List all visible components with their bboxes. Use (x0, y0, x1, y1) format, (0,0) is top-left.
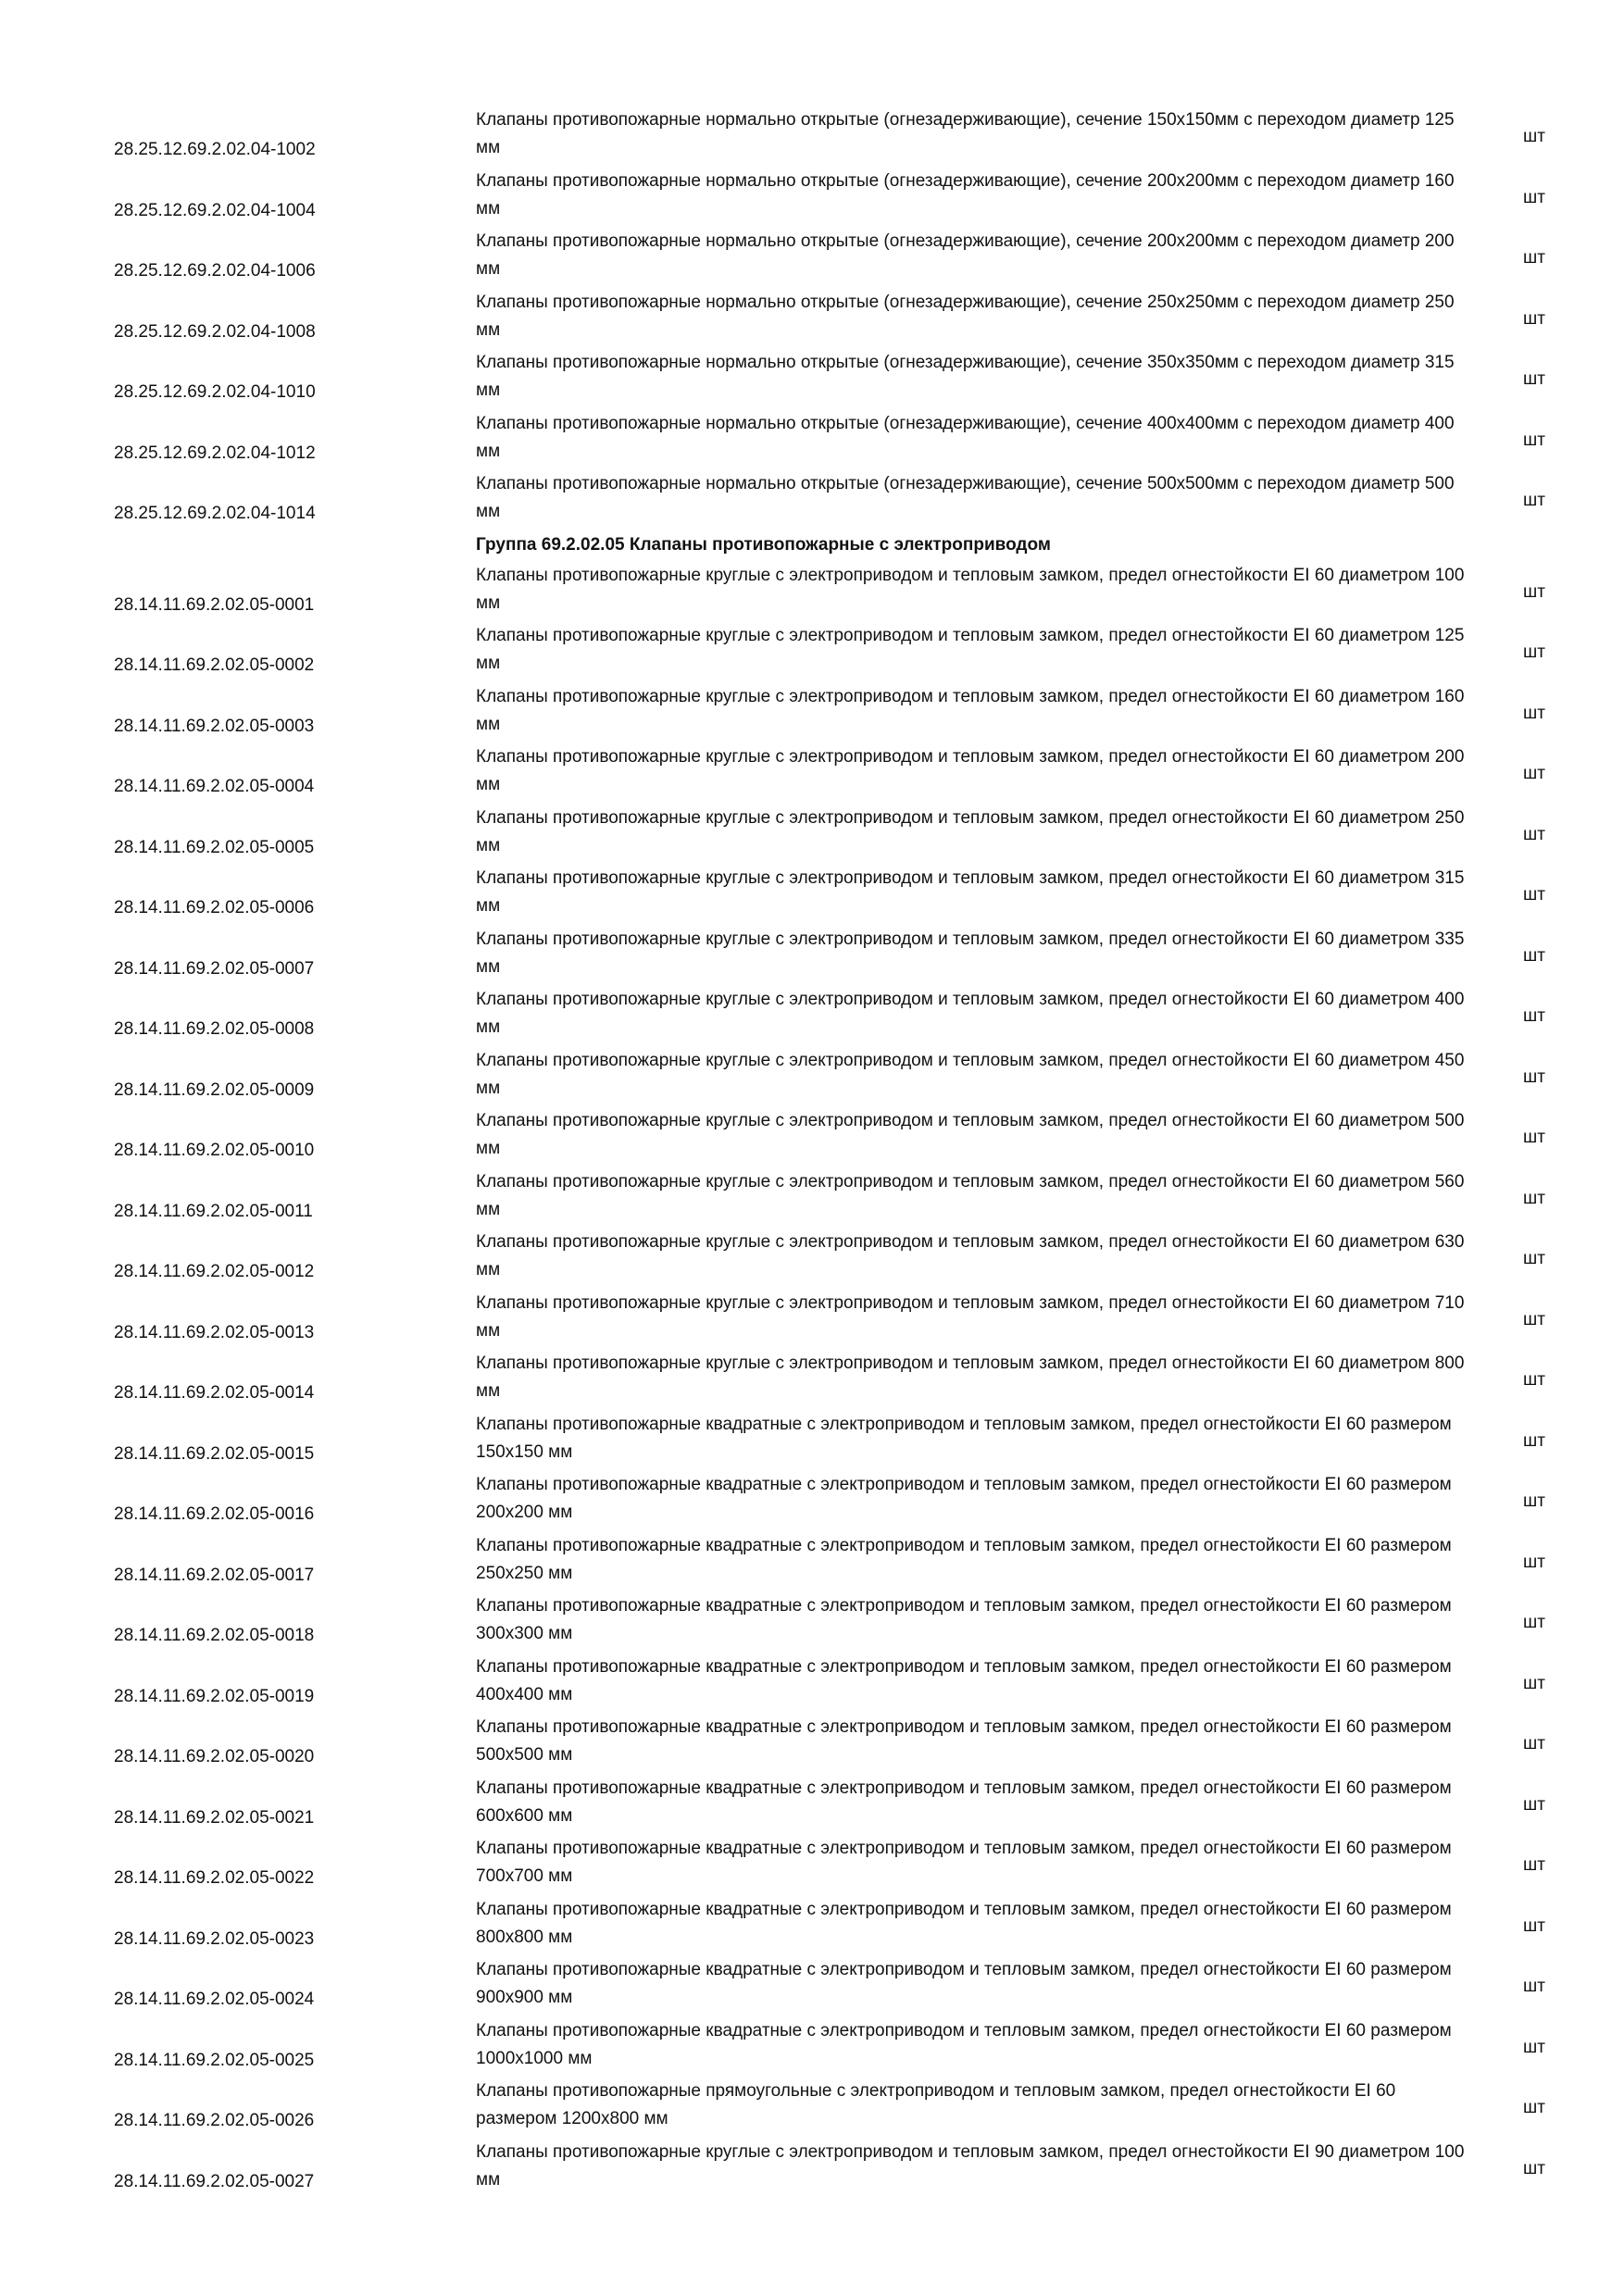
table-row (0, 407, 1624, 468)
item-description: Клапаны противопожарные круглые с электроприводом и тепловым замком, предел огнестойкости EI 60 диаметром 200 мм (476, 747, 1465, 794)
item-code: 28.14.11.69.2.02.05-0006 (114, 898, 315, 917)
item-code: 28.25.12.69.2.02.04-1008 (114, 321, 316, 342)
table-row (0, 1408, 1624, 1469)
item-description: Клапаны противопожарные круглые с электроприводом и тепловым замком, предел огнестойкости EI 60 диаметром 400 мм (476, 990, 1465, 1037)
item-description: Клапаны противопожарные нормально открытые (огнезадерживающие), сечение 400х400мм с переходом диаметр 400 мм (476, 413, 1455, 461)
item-description: Клапаны противопожарные квадратные с электроприводом и тепловым замком, предел огнестойкости EI 60 размером 900х900 мм (476, 1960, 1452, 2007)
item-code: 28.25.12.69.2.02.04-1006 (114, 261, 316, 281)
table-row (0, 1590, 1624, 1651)
group-header-row (0, 529, 1624, 559)
item-description: Клапаны противопожарные квадратные с электроприводом и тепловым замком, предел огнестойкости EI 60 размером 250х250 мм (476, 1535, 1452, 1583)
table-row (0, 2075, 1624, 2136)
item-description: Клапаны противопожарные квадратные с электроприводом и тепловым замком, предел огнестойкости EI 60 размером 500х500 мм (476, 1717, 1452, 1765)
table-row (0, 1953, 1624, 2015)
item-unit: шт (1523, 491, 1545, 510)
item-description: Клапаны противопожарные прямоугольные с электроприводом и тепловым замком, предел огнестойкости EI 60 размером 1200х800 мм (476, 2081, 1396, 2128)
item-unit: шт (1523, 308, 1545, 329)
item-description: Клапаны противопожарные нормально открытые (огнезадерживающие), сечение 200х200мм с переходом диаметр 160 мм (476, 170, 1455, 218)
table-row (0, 1772, 1624, 1833)
item-code: 28.14.11.69.2.02.05-0018 (114, 1626, 315, 1645)
table-row (0, 680, 1624, 742)
item-code: 28.14.11.69.2.02.05-0010 (114, 1141, 315, 1160)
item-unit: шт (1523, 1915, 1545, 1936)
item-code: 28.14.11.69.2.02.05-0007 (114, 958, 315, 979)
table-row (0, 1711, 1624, 1772)
item-description: Клапаны противопожарные нормально открытые (огнезадерживающие), сечение 250х250мм с переходом диаметр 250 мм (476, 292, 1455, 340)
item-description: Клапаны противопожарные круглые с электроприводом и тепловым замком, предел огнестойкости EI 60 диаметром 315 мм (476, 868, 1465, 916)
item-code: 28.25.12.69.2.02.04-1002 (114, 140, 316, 159)
item-description: Клапаны противопожарные круглые с электроприводом и тепловым замком, предел огнестойкости EI 60 диаметром 250 мм (476, 807, 1465, 855)
item-code: 28.14.11.69.2.02.05-0026 (114, 2111, 315, 2130)
item-unit: шт (1523, 1188, 1545, 1208)
item-code: 28.14.11.69.2.02.05-0009 (114, 1079, 315, 1100)
table-row (0, 2136, 1624, 2197)
item-description: Клапаны противопожарные квадратные с электроприводом и тепловым замком, предел огнестойкости EI 60 размером 300х300 мм (476, 1596, 1452, 1643)
item-description: Клапаны противопожарные квадратные с электроприводом и тепловым замком, предел огнестойкости EI 60 размером 400х400 мм (476, 1656, 1452, 1704)
item-description: Клапаны противопожарные квадратные с электроприводом и тепловым замком, предел огнестойкости EI 60 размером 700х700 мм (476, 1839, 1452, 1886)
table-row (0, 165, 1624, 226)
item-description: Клапаны противопожарные квадратные с электроприводом и тепловым замком, предел огнестойкости EI 60 размером 200х200 мм (476, 1475, 1452, 1522)
item-unit: шт (1523, 1309, 1545, 1329)
table-row (0, 802, 1624, 863)
table-row (0, 1226, 1624, 1287)
table-row (0, 619, 1624, 680)
item-code: 28.25.12.69.2.02.04-1004 (114, 200, 316, 220)
item-code: 28.14.11.69.2.02.05-0008 (114, 1019, 315, 1039)
group-title: Группа 69.2.02.05 Клапаны противопожарные с электроприводом (476, 534, 1051, 555)
item-code: 28.14.11.69.2.02.05-0013 (114, 1322, 315, 1342)
item-code: 28.14.11.69.2.02.05-0017 (114, 1565, 315, 1585)
item-unit: шт (1523, 1673, 1545, 1693)
table-row (0, 1468, 1624, 1529)
item-code: 28.14.11.69.2.02.05-0022 (114, 1868, 315, 1888)
item-code: 28.14.11.69.2.02.05-0004 (114, 777, 315, 796)
item-description: Клапаны противопожарные круглые с электроприводом и тепловым замком, предел огнестойкости EI 60 диаметром 710 мм (476, 1292, 1465, 1341)
item-unit: шт (1523, 764, 1545, 783)
table-row (0, 104, 1624, 165)
item-description: Клапаны противопожарные квадратные с электроприводом и тепловым замком, предел огнестойкости EI 60 размером 800х800 мм (476, 1899, 1452, 1947)
item-unit: шт (1523, 1430, 1545, 1451)
item-unit: шт (1523, 1491, 1545, 1511)
table-row (0, 1166, 1624, 1227)
item-unit: шт (1523, 1734, 1545, 1753)
item-unit: шт (1523, 581, 1545, 602)
item-unit: шт (1523, 248, 1545, 268)
item-unit: шт (1523, 1370, 1545, 1390)
item-unit: шт (1523, 1067, 1545, 1087)
item-code: 28.14.11.69.2.02.05-0019 (114, 1686, 315, 1706)
table-row (0, 559, 1624, 620)
price-table (0, 104, 1624, 2196)
table-row (0, 862, 1624, 923)
item-unit: шт (1523, 2098, 1545, 2117)
table-row (0, 1044, 1624, 1105)
item-code: 28.14.11.69.2.02.05-0011 (114, 1201, 313, 1221)
table-row (0, 468, 1624, 529)
item-description: Клапаны противопожарные квадратные с электроприводом и тепловым замком, предел огнестойкости EI 60 размером 150х150 мм (476, 1414, 1452, 1462)
item-unit: шт (1523, 1613, 1545, 1632)
item-code: 28.14.11.69.2.02.05-0002 (114, 655, 315, 675)
item-unit: шт (1523, 1552, 1545, 1572)
item-unit: шт (1523, 1128, 1545, 1147)
item-description: Клапаны противопожарные квадратные с электроприводом и тепловым замком, предел огнестойкости EI 60 размером 600х600 мм (476, 1778, 1452, 1826)
item-description: Клапаны противопожарные круглые с электроприводом и тепловым замком, предел огнестойкости EI 90 диаметром 100 мм (476, 2141, 1465, 2190)
item-description: Клапаны противопожарные круглые с электроприводом и тепловым замком, предел огнестойкости EI 60 диаметром 500 мм (476, 1111, 1465, 1158)
item-unit: шт (1523, 1006, 1545, 1026)
item-code: 28.14.11.69.2.02.05-0016 (114, 1504, 315, 1524)
item-unit: шт (1523, 643, 1545, 662)
table-row (0, 1832, 1624, 1893)
table-row (0, 1347, 1624, 1408)
item-description: Клапаны противопожарные нормально открытые (огнезадерживающие), сечение 350х350мм с переходом диаметр 315 мм (476, 353, 1455, 400)
item-description: Клапаны противопожарные круглые с электроприводом и тепловым замком, предел огнестойкости EI 60 диаметром 100 мм (476, 565, 1465, 613)
item-unit: шт (1523, 824, 1545, 844)
item-unit: шт (1523, 369, 1545, 389)
item-code: 28.14.11.69.2.02.05-0025 (114, 2050, 315, 2070)
table-row (0, 1529, 1624, 1591)
item-description: Клапаны противопожарные круглые с электроприводом и тепловым замком, предел огнестойкости EI 60 диаметром 450 мм (476, 1050, 1465, 1098)
table-row (0, 346, 1624, 407)
table-row (0, 1893, 1624, 1954)
item-unit: шт (1523, 1794, 1545, 1815)
item-description: Клапаны противопожарные нормально открытые (огнезадерживающие), сечение 150х150мм с переходом диаметр 125 мм (476, 110, 1455, 157)
table-row (0, 923, 1624, 984)
item-description: Клапаны противопожарные круглые с электроприводом и тепловым замком, предел огнестойкости EI 60 диаметром 335 мм (476, 929, 1465, 977)
item-description: Клапаны противопожарные круглые с электроприводом и тепловым замком, предел огнестойкости EI 60 диаметром 160 мм (476, 686, 1465, 734)
table-block-05 (0, 559, 1624, 2197)
item-description: Клапаны противопожарные круглые с электроприводом и тепловым замком, предел огнестойкости EI 60 диаметром 560 мм (476, 1171, 1465, 1219)
item-description: Клапаны противопожарные квадратные с электроприводом и тепловым замком, предел огнестойкости EI 60 размером 1000х1000 мм (476, 2020, 1452, 2068)
item-code: 28.25.12.69.2.02.04-1012 (114, 443, 316, 463)
item-code: 28.14.11.69.2.02.05-0027 (114, 2171, 315, 2191)
item-description: Клапаны противопожарные круглые с электроприводом и тепловым замком, предел огнестойкости EI 60 диаметром 800 мм (476, 1354, 1465, 1401)
table-row (0, 2015, 1624, 2076)
item-description: Клапаны противопожарные круглые с электроприводом и тепловым замком, предел огнестойкости EI 60 диаметром 630 мм (476, 1232, 1465, 1279)
item-unit: шт (1523, 187, 1545, 207)
item-unit: шт (1523, 430, 1545, 450)
table-row (0, 1287, 1624, 1348)
item-unit: шт (1523, 2158, 1545, 2178)
item-unit: шт (1523, 1855, 1545, 1875)
item-unit: шт (1523, 1977, 1545, 1996)
item-unit: шт (1523, 885, 1545, 905)
item-code: 28.14.11.69.2.02.05-0001 (114, 594, 315, 615)
item-unit: шт (1523, 945, 1545, 966)
table-row (0, 741, 1624, 802)
item-code: 28.14.11.69.2.02.05-0020 (114, 1747, 315, 1766)
item-code: 28.14.11.69.2.02.05-0005 (114, 837, 315, 857)
table-row (0, 1104, 1624, 1166)
item-description: Клапаны противопожарные нормально открытые (огнезадерживающие), сечение 500х500мм с переходом диаметр 500 мм (476, 474, 1455, 521)
item-code: 28.14.11.69.2.02.05-0014 (114, 1383, 315, 1403)
item-code: 28.14.11.69.2.02.05-0021 (114, 1807, 315, 1828)
item-description: Клапаны противопожарные круглые с электроприводом и тепловым замком, предел огнестойкости EI 60 диаметром 125 мм (476, 626, 1465, 673)
item-code: 28.14.11.69.2.02.05-0012 (114, 1262, 315, 1281)
item-unit: шт (1523, 1249, 1545, 1268)
item-unit: шт (1523, 703, 1545, 723)
table-block-04 (0, 104, 1624, 529)
item-unit: шт (1523, 2037, 1545, 2057)
item-code: 28.14.11.69.2.02.05-0003 (114, 716, 315, 736)
table-row (0, 1651, 1624, 1712)
item-code: 28.14.11.69.2.02.05-0023 (114, 1928, 315, 1949)
item-code: 28.14.11.69.2.02.05-0024 (114, 1990, 315, 2009)
item-unit: шт (1523, 127, 1545, 146)
table-row (0, 286, 1624, 347)
table-row (0, 225, 1624, 286)
item-code: 28.25.12.69.2.02.04-1014 (114, 504, 316, 523)
table-row (0, 983, 1624, 1044)
item-code: 28.25.12.69.2.02.04-1010 (114, 382, 316, 402)
item-code: 28.14.11.69.2.02.05-0015 (114, 1443, 315, 1464)
item-description: Клапаны противопожарные нормально открытые (огнезадерживающие), сечение 200х200мм с переходом диаметр 200 мм (476, 231, 1455, 279)
